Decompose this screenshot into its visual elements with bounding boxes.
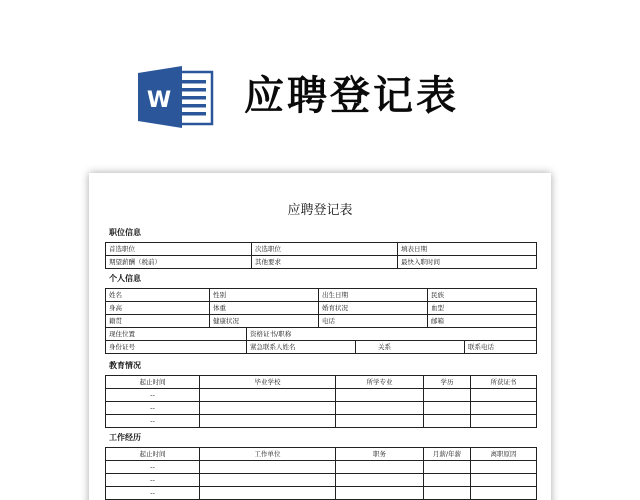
field-height[interactable]: 身高 [106,302,210,315]
table-row [106,256,537,269]
cell-certificates[interactable] [471,402,537,415]
field-certificate[interactable]: 资格证书/职称 [247,328,537,341]
cell-school[interactable] [200,415,336,428]
field-native-place[interactable]: 籍贯 [106,315,210,328]
document-title: 应聘登记表 [287,203,353,218]
cell-period[interactable]: -- [106,389,200,402]
section-work-heading: 工作经历 [109,433,141,442]
field-blood-type[interactable]: 血型 [428,302,537,315]
personal-info-table [105,288,537,354]
col-school: 毕业学校 [200,376,336,389]
col-degree: 学历 [424,376,471,389]
col-period: 起止时间 [106,376,200,389]
field-id-number[interactable]: 身份证号 [106,341,247,354]
work-table [105,447,537,500]
col-certificates: 所获证书 [471,376,537,389]
cell-degree[interactable] [424,389,471,402]
cell-position[interactable] [336,461,424,474]
field-emergency-contact[interactable]: 紧急联系人姓名 [247,341,356,354]
table-row [106,243,537,256]
document-sheet [89,173,551,500]
table-row [106,402,537,415]
cell-period[interactable]: -- [106,487,200,500]
col-salary: 月薪/年薪 [424,448,471,461]
table-row [106,487,537,500]
cell-certificates[interactable] [471,389,537,402]
cell-leave-reason[interactable] [471,474,537,487]
cell-position[interactable] [336,487,424,500]
field-other-requirements[interactable]: 其他要求 [252,256,398,269]
field-contact-phone[interactable]: 联系电话 [465,341,537,354]
cell-major[interactable] [336,415,424,428]
cell-salary[interactable] [424,474,471,487]
field-weight[interactable]: 体重 [210,302,319,315]
cell-salary[interactable] [424,461,471,474]
field-ethnicity[interactable]: 民族 [428,289,537,302]
field-relation[interactable]: 关系 [356,341,465,354]
word-icon [138,66,214,128]
col-position: 职务 [336,448,424,461]
job-info-table [105,242,537,269]
table-row [106,302,537,315]
cell-employer[interactable] [200,474,336,487]
cell-degree[interactable] [424,402,471,415]
col-leave-reason: 离职原因 [471,448,537,461]
table-row [106,315,537,328]
cell-degree[interactable] [424,415,471,428]
cell-salary[interactable] [424,487,471,500]
table-row [106,389,537,402]
table-row [106,415,537,428]
cell-position[interactable] [336,474,424,487]
field-name[interactable]: 姓名 [106,289,210,302]
field-current-address[interactable]: 现住位置 [106,328,247,341]
field-fill-date[interactable]: 填表日期 [398,243,537,256]
cell-period[interactable]: -- [106,474,200,487]
field-second-choice[interactable]: 次选职位 [252,243,398,256]
cell-major[interactable] [336,402,424,415]
cell-period[interactable]: -- [106,461,200,474]
field-first-choice[interactable]: 首选职位 [106,243,252,256]
table-row [106,341,537,354]
field-email[interactable]: 邮箱 [428,315,537,328]
field-birth-date[interactable]: 出生日期 [319,289,428,302]
table-row [106,328,537,341]
table-row [106,289,537,302]
cell-employer[interactable] [200,487,336,500]
cell-period[interactable]: -- [106,415,200,428]
field-marital-status[interactable]: 婚育状况 [319,302,428,315]
table-header-row [106,376,537,389]
col-employer: 工作单位 [200,448,336,461]
cell-major[interactable] [336,389,424,402]
table-header-row [106,448,537,461]
col-period: 起止时间 [106,448,200,461]
field-phone[interactable]: 电话 [319,315,428,328]
banner-title: 应聘登记表 [244,73,459,119]
table-row [106,461,537,474]
cell-leave-reason[interactable] [471,461,537,474]
section-education-heading: 教育情况 [109,361,141,370]
word-icon-letter: W [146,88,172,113]
field-expected-salary[interactable]: 期望薪酬（税前） [106,256,252,269]
section-job-heading: 职位信息 [109,228,141,237]
table-row [106,474,537,487]
field-earliest-start[interactable]: 最快入职时间 [398,256,537,269]
education-table [105,375,537,428]
field-gender[interactable]: 性别 [210,289,319,302]
cell-leave-reason[interactable] [471,487,537,500]
section-personal-heading: 个人信息 [109,274,141,283]
cell-school[interactable] [200,389,336,402]
cell-employer[interactable] [200,461,336,474]
col-major: 所学专业 [336,376,424,389]
cell-certificates[interactable] [471,415,537,428]
field-health[interactable]: 健康状况 [210,315,319,328]
cell-school[interactable] [200,402,336,415]
cell-period[interactable]: -- [106,402,200,415]
